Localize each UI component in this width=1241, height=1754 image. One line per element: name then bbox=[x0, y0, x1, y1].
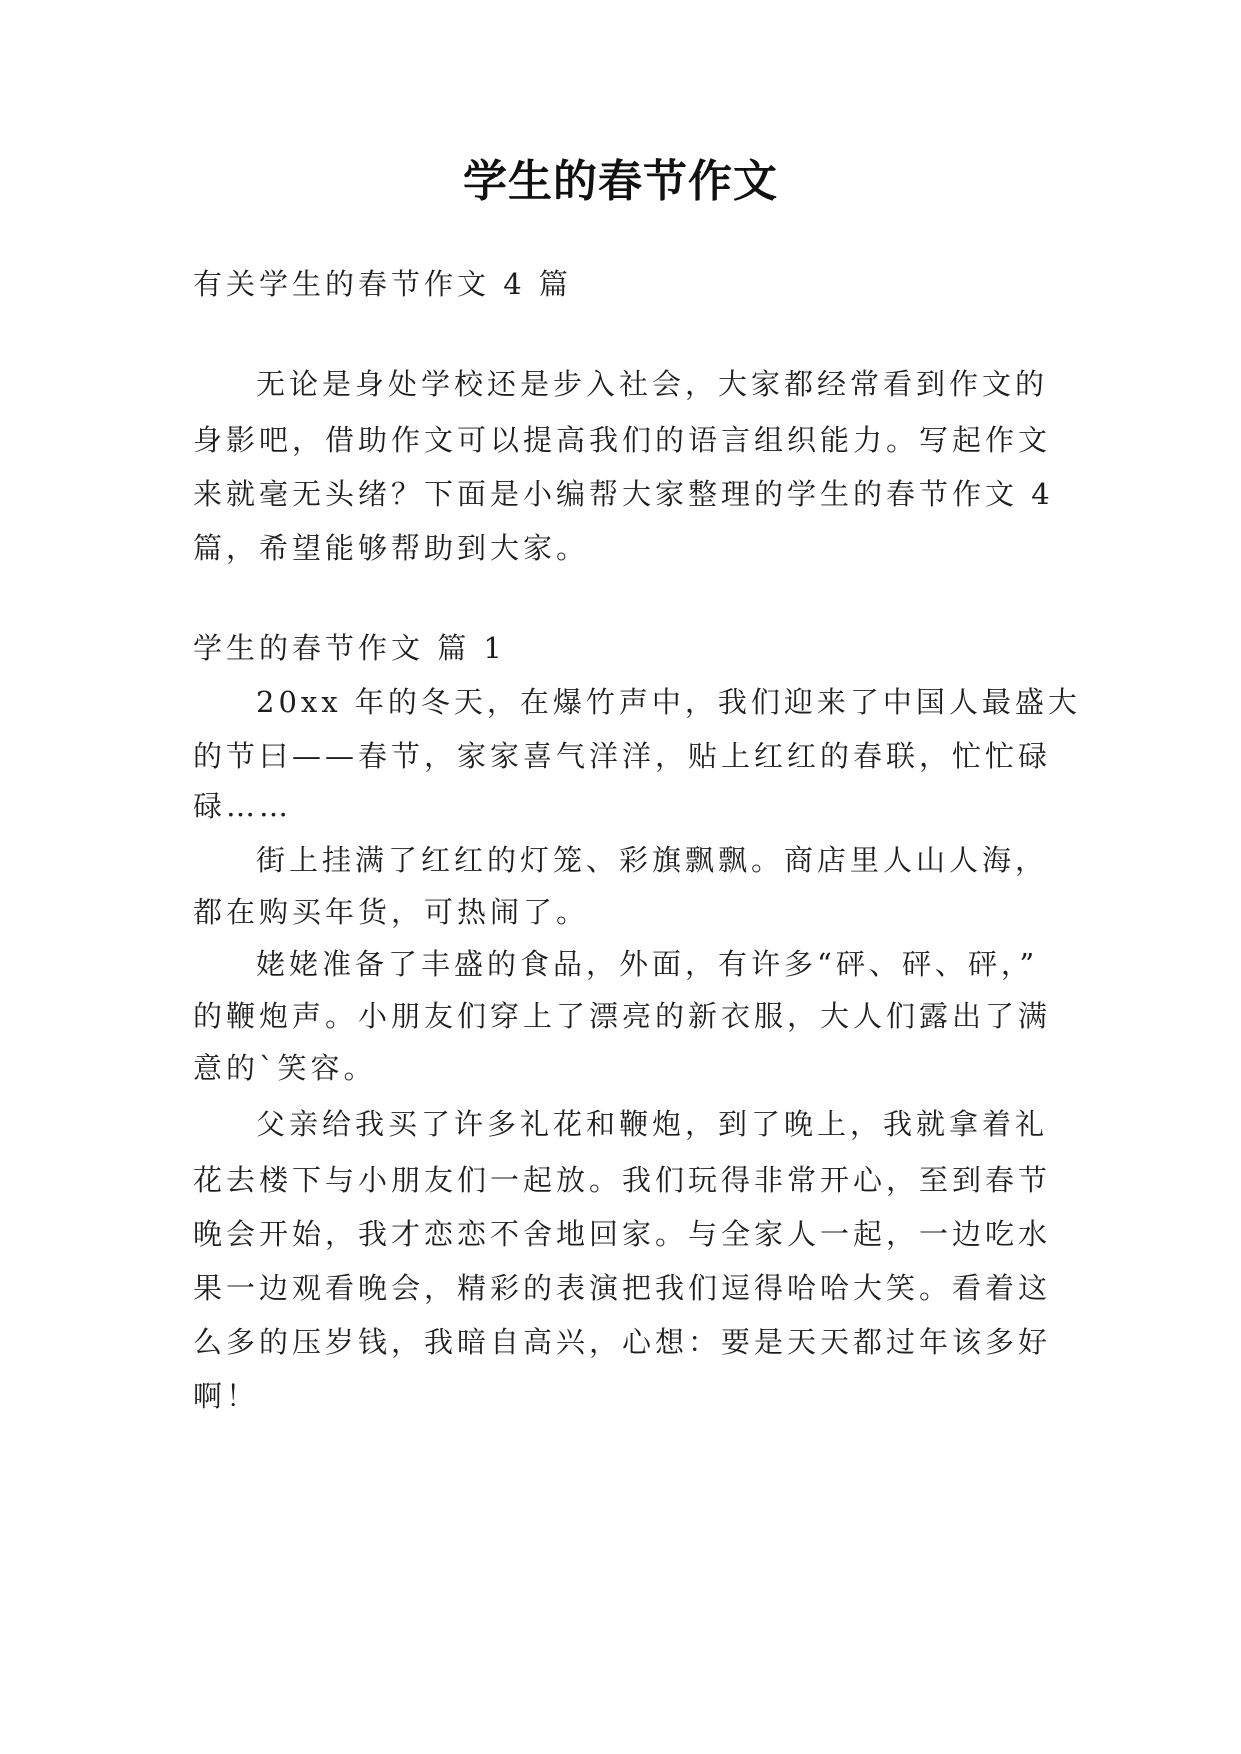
paragraph-line: 父亲给我买了许多礼花和鞭炮，到了晚上，我就拿着礼 bbox=[256, 1107, 1049, 1141]
paragraph-line: 么多的压岁钱，我暗自高兴，心想：要是天天都过年该多好 bbox=[193, 1325, 1052, 1359]
paragraph-line: 篇，希望能够帮助到大家。 bbox=[193, 531, 590, 565]
paragraph-line: 街上挂满了红红的灯笼、彩旗飘飘。商店里人山人海， bbox=[256, 843, 1049, 877]
section-heading: 学生的春节作文 篇 1 bbox=[193, 631, 506, 665]
paragraph-line: 碌…… bbox=[193, 789, 293, 823]
paragraph-line: 啊！ bbox=[193, 1379, 260, 1413]
paragraph-line: 姥姥准备了丰盛的食品，外面，有许多“砰、砰、砰，” bbox=[256, 947, 1039, 981]
paragraph-line: 20xx 年的冬天，在爆竹声中，我们迎来了中国人最盛大 bbox=[256, 685, 1081, 719]
paragraph-line: 果一边观看晚会，精彩的表演把我们逗得哈哈大笑。看着这 bbox=[193, 1271, 1052, 1305]
paragraph-line: 身影吧，借助作文可以提高我们的语言组织能力。写起作文 bbox=[193, 423, 1052, 457]
paragraph-line: 意的`笑容。 bbox=[193, 1051, 377, 1085]
paragraph-line: 无论是身处学校还是步入社会，大家都经常看到作文的 bbox=[256, 367, 1049, 401]
subtitle: 有关学生的春节作文 4 篇 bbox=[193, 267, 572, 301]
paragraph-line: 的鞭炮声。小朋友们穿上了漂亮的新衣服，大人们露出了满 bbox=[193, 999, 1052, 1033]
paragraph-line: 都在购买年货，可热闹了。 bbox=[193, 895, 590, 929]
paragraph-line: 晚会开始，我才恋恋不舍地回家。与全家人一起，一边吃水 bbox=[193, 1217, 1052, 1251]
paragraph-line: 来就毫无头绪？下面是小编帮大家整理的学生的春节作文 4 bbox=[193, 477, 1054, 511]
paragraph-line: 的节曰——春节，家家喜气洋洋，贴上红红的春联，忙忙碌 bbox=[193, 739, 1052, 773]
paragraph-line: 花去楼下与小朋友们一起放。我们玩得非常开心，至到春节 bbox=[193, 1163, 1052, 1197]
page-title: 学生的春节作文 bbox=[463, 156, 778, 207]
